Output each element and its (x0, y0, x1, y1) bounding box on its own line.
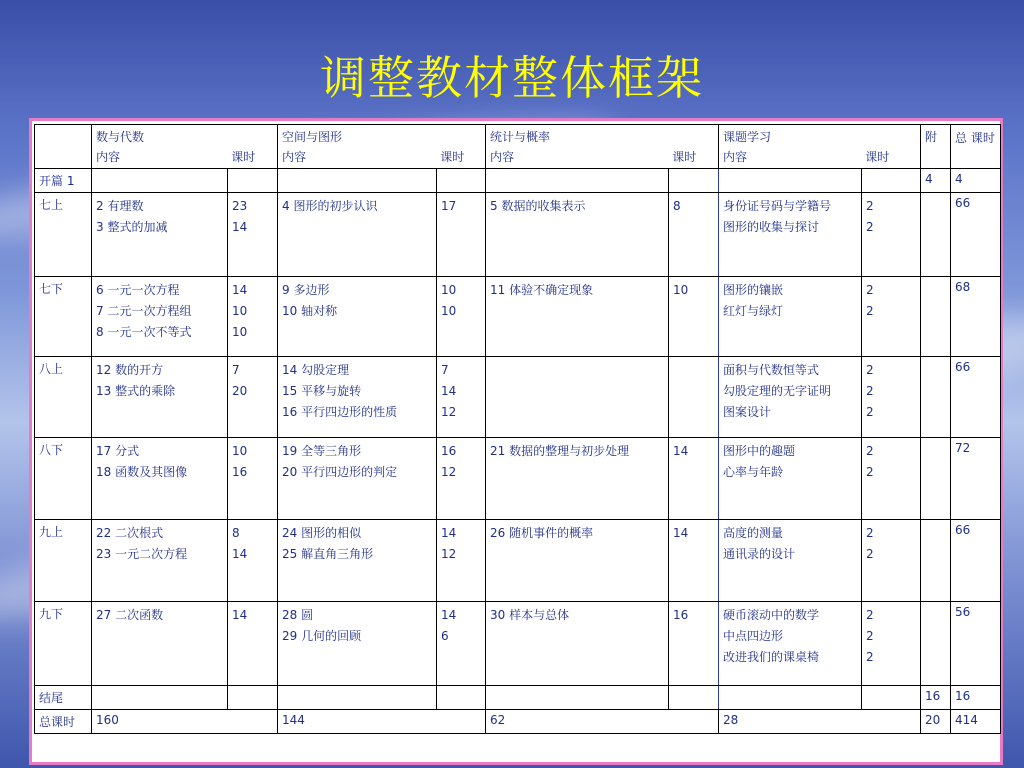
header-content-label: 内容 (723, 150, 748, 164)
geometry-content-cell (278, 169, 437, 193)
geometry-content-cell-line: 10 轴对称 (282, 304, 338, 318)
geometry-hours-cell-line: 12 (441, 547, 457, 561)
row-label: 七下 (35, 277, 92, 357)
statistics-content-cell-line: 26 随机事件的概率 (490, 526, 594, 540)
project-content-cell-line: 中点四边形 (723, 629, 784, 643)
project-content-cell (719, 357, 862, 438)
total-cell: 56 (951, 602, 1001, 686)
algebra-hours-cell-line: 14 (232, 608, 248, 622)
project-hours-cell-line: 2 (866, 220, 874, 234)
geometry-hours-cell-line: 14 (441, 526, 457, 540)
geometry-hours-cell-line: 6 (441, 629, 449, 643)
project-hours-cell-line: 2 (866, 650, 874, 664)
algebra-content-cell (92, 357, 228, 438)
header-hours-label: 课时 (231, 150, 256, 164)
geometry-hours-cell-line: 16 (441, 444, 457, 458)
geometry-content-cell-line: 29 几何的回顾 (282, 629, 362, 643)
project-content-cell-line: 改进我们的课桌椅 (723, 650, 820, 664)
totals-row (35, 710, 1001, 734)
row-label: 结尾 (35, 686, 92, 710)
algebra-hours-cell-line: 7 (232, 363, 240, 377)
statistics-hours-cell (669, 602, 719, 686)
appendix-cell: 4 (921, 169, 951, 193)
algebra-content-cell-line: 8 一元一次不等式 (96, 325, 192, 339)
project-content-cell (719, 438, 862, 520)
header-statistics (486, 125, 719, 169)
header-content-label: 内容 (282, 150, 307, 164)
algebra-content-cell (92, 193, 228, 277)
geometry-hours-cell-line: 14 (441, 384, 457, 398)
geometry-content-cell-line: 9 多边形 (282, 283, 330, 297)
geometry-content-cell-line: 28 圆 (282, 608, 314, 622)
geometry-content-cell-line: 19 全等三角形 (282, 444, 362, 458)
row-label: 九上 (35, 520, 92, 602)
statistics-hours-cell (669, 277, 719, 357)
geometry-content-cell (278, 277, 437, 357)
project-hours-cell-line: 2 (866, 304, 874, 318)
algebra-content-cell (92, 277, 228, 357)
table-frame (29, 118, 1003, 765)
project-hours-cell-line: 2 (866, 608, 874, 622)
header-project-title: 课题学习 (723, 130, 772, 144)
header-algebra-title: 数与代数 (96, 130, 145, 144)
algebra-hours-cell-line: 10 (232, 444, 248, 458)
geometry-content-cell (278, 193, 437, 277)
project-hours-cell (862, 193, 921, 277)
appendix-cell (921, 277, 951, 357)
table-row (35, 602, 1001, 686)
project-hours-cell (862, 357, 921, 438)
algebra-hours-cell-line: 8 (232, 526, 240, 540)
project-hours-cell (862, 686, 921, 710)
total-cell: 16 (951, 686, 1001, 710)
project-hours-cell-line: 2 (866, 363, 874, 377)
statistics-hours-cell (669, 357, 719, 438)
geometry-hours-cell-line: 14 (441, 608, 457, 622)
geometry-content-cell-line: 14 勾股定理 (282, 363, 350, 377)
algebra-content-cell (92, 602, 228, 686)
geometry-content-cell (278, 602, 437, 686)
geometry-content-cell (278, 357, 437, 438)
algebra-content-cell-line: 13 整式的乘除 (96, 384, 176, 398)
curriculum-table (34, 124, 1001, 734)
project-content-cell-line: 硬币滚动中的数学 (723, 608, 820, 622)
algebra-content-cell (92, 686, 228, 710)
statistics-content-cell (486, 602, 669, 686)
total-cell: 4 (951, 169, 1001, 193)
header-content-label: 内容 (490, 150, 515, 164)
total-cell: 72 (951, 438, 1001, 520)
table-row (35, 169, 1001, 193)
appendix-cell (921, 602, 951, 686)
project-content-cell-line: 身份证号码与学籍号 (723, 199, 832, 213)
project-content-cell (719, 169, 862, 193)
project-content-cell-line: 红灯与绿灯 (723, 304, 784, 318)
statistics-hours-cell (669, 686, 719, 710)
algebra-content-cell-line: 12 数的开方 (96, 363, 164, 377)
table-row (35, 277, 1001, 357)
statistics-content-cell-line: 30 样本与总体 (490, 608, 570, 622)
project-hours-cell-line: 2 (866, 405, 874, 419)
geometry-content-cell-line: 16 平行四边形的性质 (282, 405, 398, 419)
project-content-cell-line: 高度的测量 (723, 526, 784, 540)
algebra-content-cell-line: 3 整式的加减 (96, 220, 168, 234)
algebra-hours-cell-line: 16 (232, 465, 248, 479)
algebra-content-cell (92, 520, 228, 602)
project-hours-cell (862, 169, 921, 193)
appendix-total: 20 (921, 710, 951, 734)
algebra-hours-cell (228, 193, 278, 277)
appendix-cell (921, 193, 951, 277)
project-content-cell-line: 图形的收集与探讨 (723, 220, 820, 234)
table-row (35, 520, 1001, 602)
statistics-content-cell (486, 686, 669, 710)
algebra-content-cell-line: 22 二次根式 (96, 526, 164, 540)
geometry-hours-cell-line: 10 (441, 283, 457, 297)
geometry-content-cell-line: 4 图形的初步认识 (282, 199, 378, 213)
project-hours-cell (862, 438, 921, 520)
algebra-hours-cell (228, 357, 278, 438)
project-content-cell (719, 277, 862, 357)
project-hours-cell-line: 2 (866, 629, 874, 643)
algebra-content-cell-line: 18 函数及其图像 (96, 465, 188, 479)
project-content-cell-line: 图案设计 (723, 405, 772, 419)
statistics-hours-cell-line: 14 (673, 526, 689, 540)
table-row (35, 193, 1001, 277)
total-cell: 66 (951, 520, 1001, 602)
grand-total: 414 (951, 710, 1001, 734)
statistics-content-cell-line: 21 数据的整理与初步处理 (490, 444, 630, 458)
project-hours-cell-line: 2 (866, 384, 874, 398)
header-appendix: 附 (921, 125, 951, 169)
algebra-content-cell-line: 27 二次函数 (96, 608, 164, 622)
geometry-hours-cell (437, 357, 486, 438)
geometry-hours-cell-line: 12 (441, 465, 457, 479)
project-hours-cell (862, 602, 921, 686)
header-algebra (92, 125, 278, 169)
project-hours-cell-line: 2 (866, 465, 874, 479)
algebra-total: 160 (92, 710, 278, 734)
project-content-cell-line: 通讯录的设计 (723, 547, 796, 561)
geometry-content-cell (278, 520, 437, 602)
project-hours-cell (862, 520, 921, 602)
project-content-cell-line: 图形中的趣题 (723, 444, 796, 458)
header-statistics-title: 统计与概率 (490, 130, 551, 144)
algebra-hours-cell-line: 23 (232, 199, 248, 213)
geometry-hours-cell (437, 438, 486, 520)
statistics-hours-cell (669, 193, 719, 277)
algebra-content-cell-line: 2 有理数 (96, 199, 144, 213)
row-label: 九下 (35, 602, 92, 686)
geometry-hours-cell (437, 169, 486, 193)
appendix-cell: 16 (921, 686, 951, 710)
total-cell: 66 (951, 357, 1001, 438)
algebra-hours-cell-line: 10 (232, 304, 248, 318)
statistics-hours-cell (669, 520, 719, 602)
geometry-content-cell-line: 20 平行四边形的判定 (282, 465, 398, 479)
project-content-cell-line: 心率与年龄 (723, 465, 784, 479)
project-hours-cell-line: 2 (866, 547, 874, 561)
project-content-cell (719, 686, 862, 710)
statistics-content-cell (486, 277, 669, 357)
row-label: 七上 (35, 193, 92, 277)
row-label: 开篇 1 (35, 169, 92, 193)
geometry-content-cell (278, 686, 437, 710)
header-geometry-title: 空间与图形 (282, 130, 343, 144)
geometry-hours-cell-line: 17 (441, 199, 457, 213)
algebra-hours-cell (228, 520, 278, 602)
geometry-total: 144 (278, 710, 486, 734)
algebra-content-cell (92, 438, 228, 520)
statistics-hours-cell-line: 14 (673, 444, 689, 458)
header-row (35, 125, 1001, 169)
statistics-content-cell-line: 11 体验不确定现象 (490, 283, 594, 297)
appendix-cell (921, 438, 951, 520)
statistics-content-cell-line: 5 数据的收集表示 (490, 199, 586, 213)
table-row (35, 438, 1001, 520)
total-cell: 66 (951, 193, 1001, 277)
table-row (35, 686, 1001, 710)
project-content-cell (719, 520, 862, 602)
statistics-total: 62 (486, 710, 719, 734)
project-hours-cell-line: 2 (866, 199, 874, 213)
algebra-hours-cell (228, 277, 278, 357)
statistics-content-cell (486, 438, 669, 520)
algebra-hours-cell (228, 602, 278, 686)
statistics-content-cell (486, 193, 669, 277)
project-hours-cell-line: 2 (866, 283, 874, 297)
project-content-cell (719, 193, 862, 277)
geometry-hours-cell-line: 12 (441, 405, 457, 419)
header-hours-label: 课时 (672, 150, 697, 164)
total-cell: 68 (951, 277, 1001, 357)
statistics-hours-cell (669, 169, 719, 193)
totals-label: 总课时 (35, 710, 92, 734)
algebra-content-cell-line: 17 分式 (96, 444, 140, 458)
statistics-hours-cell-line: 16 (673, 608, 689, 622)
geometry-hours-cell (437, 193, 486, 277)
project-content-cell-line: 勾股定理的无字证明 (723, 384, 832, 398)
statistics-hours-cell-line: 10 (673, 283, 689, 297)
row-label: 八上 (35, 357, 92, 438)
statistics-hours-cell (669, 438, 719, 520)
geometry-content-cell (278, 438, 437, 520)
algebra-content-cell-line: 6 一元一次方程 (96, 283, 180, 297)
project-content-cell-line: 图形的镶嵌 (723, 283, 784, 297)
project-total: 28 (719, 710, 921, 734)
project-hours-cell (862, 277, 921, 357)
algebra-hours-cell-line: 14 (232, 220, 248, 234)
header-project (719, 125, 921, 169)
geometry-hours-cell-line: 7 (441, 363, 449, 377)
header-geometry (278, 125, 486, 169)
algebra-hours-cell-line: 14 (232, 283, 248, 297)
appendix-cell (921, 357, 951, 438)
statistics-hours-cell-line: 8 (673, 199, 681, 213)
algebra-content-cell-line: 7 二元一次方程组 (96, 304, 192, 318)
project-content-cell-line: 面积与代数恒等式 (723, 363, 820, 377)
geometry-content-cell-line: 25 解直角三角形 (282, 547, 374, 561)
algebra-hours-cell (228, 169, 278, 193)
appendix-cell (921, 520, 951, 602)
row-label: 八下 (35, 438, 92, 520)
geometry-hours-cell (437, 277, 486, 357)
project-content-cell (719, 602, 862, 686)
geometry-content-cell-line: 15 平移与旋转 (282, 384, 362, 398)
algebra-hours-cell (228, 686, 278, 710)
statistics-content-cell (486, 357, 669, 438)
algebra-hours-cell (228, 438, 278, 520)
statistics-content-cell (486, 169, 669, 193)
geometry-hours-cell (437, 520, 486, 602)
geometry-hours-cell (437, 602, 486, 686)
header-corner (35, 125, 92, 169)
algebra-hours-cell-line: 14 (232, 547, 248, 561)
header-hours-label: 课时 (440, 150, 465, 164)
geometry-content-cell-line: 24 图形的相似 (282, 526, 362, 540)
statistics-content-cell (486, 520, 669, 602)
slide-title: 调整教材整体框架 (320, 51, 704, 105)
algebra-hours-cell-line: 10 (232, 325, 248, 339)
algebra-content-cell-line: 23 一元二次方程 (96, 547, 188, 561)
header-content-label: 内容 (96, 150, 121, 164)
table-row (35, 357, 1001, 438)
algebra-content-cell (92, 169, 228, 193)
geometry-hours-cell (437, 686, 486, 710)
project-hours-cell-line: 2 (866, 444, 874, 458)
header-total: 总 课时 (951, 125, 1001, 169)
algebra-hours-cell-line: 20 (232, 384, 248, 398)
project-hours-cell-line: 2 (866, 526, 874, 540)
header-hours-label: 课时 (865, 150, 890, 164)
geometry-hours-cell-line: 10 (441, 304, 457, 318)
